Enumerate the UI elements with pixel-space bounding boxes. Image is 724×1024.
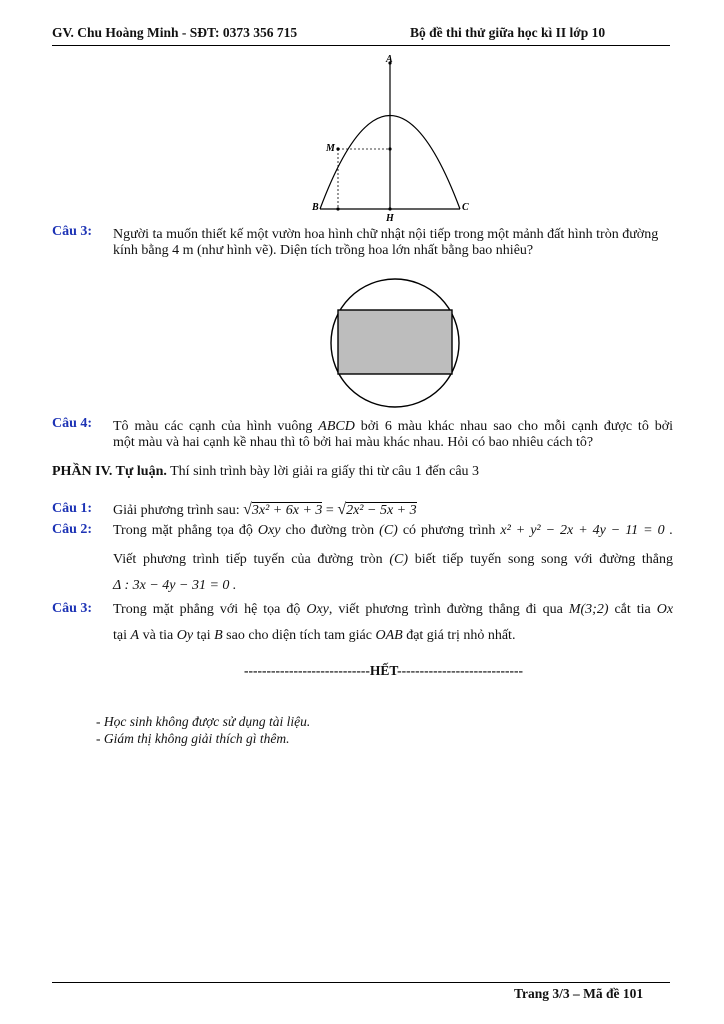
flower-garden-rectangle [338,310,452,374]
q4-number: Câu 4: [52,416,93,431]
page-footer: Trang 3/3 – Mã đề 101 [514,986,644,1001]
point-h [388,207,391,210]
point-m [336,147,339,150]
sqrt-icon: √ [337,501,347,518]
p4-q3-ox: Ox [656,602,674,617]
q3-line1: Người ta muốn thiết kế một vườn hoa hình chữ nhật nội tiếp trong một mảnh đất hình tròn đường [113,227,659,242]
q3-line2: kính bằng 4 m (như hình vẽ). Diện tích trồng hoa lớn nhất bằng bao nhiêu? [113,243,534,258]
q4-line2: một màu và hai cạnh kề nhau thì tô bởi hai màu khác nhau. Hỏi có bao nhiêu cách tô? [113,435,594,450]
p4-q1-rhs: 2x² − 5x + 3 [346,503,417,518]
header-exam-title: Bộ đề thi thử giữa học kì II lớp 10 [410,25,606,40]
q4-line1-post: bởi 6 màu khác nhau sao cho mỗi cạnh được tô bởi [360,419,673,434]
p4-q2-p2: cho đường tròn [285,523,375,538]
label-a: A [386,54,393,65]
p4-q3-p2: , viết phương trình đường thẳng đi qua [328,602,563,617]
p4-q2-l2c: biết tiếp tuyến song song với đường thẳng [414,552,674,567]
label-h: H [386,213,394,224]
p4-q3-a: A [130,628,140,643]
p4-q3-l2a: tại [113,628,127,643]
p4-q3-line1 [113,599,673,620]
p4-q1-intro: Giải phương trình sau: [113,503,240,518]
p4-q3-p3: cắt tia [614,602,651,617]
p4-q1-text [113,499,417,521]
p4-q1-lhs: 3x² + 6x + 3 [251,503,323,518]
note-2: - Giám thị không giải thích gì thêm. [96,731,290,746]
end-marker: ----------------------------HẾT---------------------------- [244,663,524,678]
p4-q2-p1: Trong mặt phẳng tọa độ [113,523,253,538]
p4-q3-l2c: tại [196,628,211,643]
p4-q2-oxy: Oxy [257,523,281,538]
q4-square-name: ABCD [318,419,355,434]
p4-q3-b: B [214,628,223,643]
label-b: B [312,202,319,213]
p4-q2-circle-equation: x² + y² − 2x + 4y − 11 = 0 . [500,523,674,538]
p4-q2-line-equation: Δ : 3x − 4y − 31 = 0 . [113,578,237,593]
footer-rule [52,982,670,983]
p4-q1-number: Câu 1: [52,501,93,516]
p4-q3-l2d: sao cho diện tích tam giác [226,628,372,643]
p4-q2-l2b: (C) [389,552,409,567]
part4-instruction: Thí sinh trình bày lời giải ra giấy thi từ câu 1 đến câu 3 [170,464,480,479]
circle-figure [328,276,464,412]
p4-q2-p3: có phương trình [402,523,496,538]
p4-q3-oxy: Oxy [306,602,329,617]
q4-line1-pre: Tô màu các cạnh của hình vuông [113,419,313,434]
p4-q2-line1 [113,520,673,541]
sqrt-icon: √ [243,501,252,518]
p4-q3-l2b: và tia [142,628,174,643]
p4-q2-number: Câu 2: [52,522,93,537]
p4-q3-p1: Trong mặt phẳng với hệ tọa độ [113,602,301,617]
label-c: C [462,202,469,213]
part4-title: PHẦN IV. Tự luận. [52,464,167,479]
p4-q3-l2e: đạt giá trị nhỏ nhất. [406,628,516,643]
header-rule [52,45,670,46]
p4-q3-line2 [113,625,515,646]
p4-q2-c: (C) [379,523,398,538]
parabola-figure [300,52,480,224]
header-teacher-info: GV. Chu Hoàng Minh - SĐT: 0373 356 715 [52,25,298,40]
note-1: - Học sinh không được sử dụng tài liệu. [96,714,311,729]
point-m-foot [336,207,339,210]
q3-number: Câu 3: [52,224,93,239]
p4-q2-l2a: Viết phương trình tiếp tuyến của đường tròn [113,552,383,567]
part4-heading [52,464,479,480]
point-m-projection [388,147,391,150]
p4-q3-oy: Oy [176,628,194,643]
p4-q3-number: Câu 3: [52,601,93,616]
label-m: M [326,143,335,154]
p4-q3-point-m: M(3;2) [568,602,609,617]
p4-q2-line2 [113,549,673,570]
p4-q1-eq: = [325,503,334,518]
p4-q3-oab: OAB [375,628,403,643]
